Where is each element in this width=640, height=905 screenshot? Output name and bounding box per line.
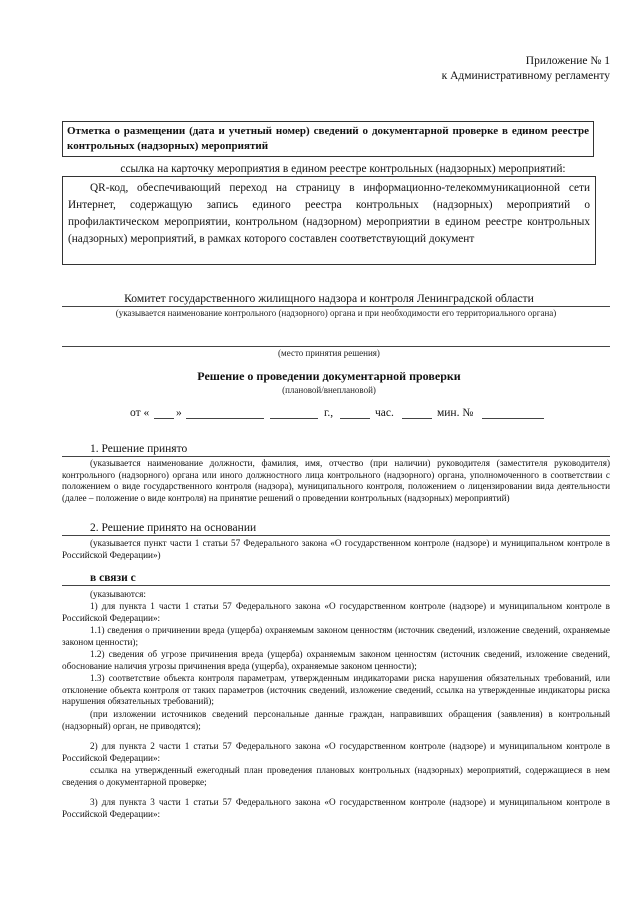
- section2-rule: [62, 535, 610, 536]
- day-field[interactable]: [154, 406, 174, 419]
- organization-hint: (указывается наименование контрольного (надзорного) органа и при необходимости его территориального органа): [115, 308, 557, 318]
- decision-title: Решение о проведении документарной проверки: [197, 369, 461, 383]
- list-item: ссылка на утвержденный ежегодный план проведения плановых контрольных (надзорных) мероприятий, содержащиеся в нем сведения о документарной проверке;: [62, 765, 610, 787]
- in-connection-heading: в связи с: [90, 572, 136, 584]
- minute-field[interactable]: [402, 406, 432, 419]
- list-item: (при изложении источников сведений персональные данные граждан, направивших обращения (заявления) в контрольный (надзорный) орган, не приводятся);: [62, 709, 610, 731]
- organization-name: Комитет государственного жилищного надзора и контроля Ленинградской области: [124, 292, 534, 305]
- list-item: 1.1) сведения о причинении вреда (ущерба) охраняемым законом ценностям (источник сведений, изложение сведений, охраняемые законом ценности);: [62, 625, 610, 647]
- section1-hint: (указывается наименование должности, фамилия, имя, отчество (при наличии) руководителя (заместителя руководителя) контрольного (надзорного) органа или иного должностного лица контрольного (надзорного) органа, уполномоченного в соответствии с положением о виде государственного контроля (надзора), муниципального контроля, положением о лицензировании вида деятельности (далее – положение о виде контроля) на принятие решений о проведении контрольных (надзорных) мероприятий): [62, 458, 610, 503]
- list-item: 1.3) соответствие объекта контроля параметрам, утвержденным индикаторами риска нарушения обязательных требований, или отклонение объекта контроля от таких параметров (источник сведений, изложение сведений, ссылка на утвержденные индикаторы риска нарушения обязательных требований);: [62, 673, 610, 706]
- qr-code-box: QR-код, обеспечивающий переход на страницу в информационно-телекоммуникационной сети Интернет, содержащую запись единого реестра контрольных (надзорных) мероприятий о профилактическом мероприятии, контрольном (надзорном) мероприятии в едином реестре контрольных (надзорных) мероприятий, в рамках которого составлен соответствующий документ: [62, 176, 596, 265]
- place-hint: (место принятия решения): [278, 348, 380, 358]
- organization-rule: [62, 306, 610, 307]
- appendix-reference: к Административному регламенту: [441, 70, 610, 82]
- section2-hint: (указывается пункт части 1 статьи 57 Федерального закона «О государственном контроле (надзоре) и муниципальном контроле в Российской Федерации»): [62, 538, 610, 560]
- minute-number-label: мин. №: [437, 407, 474, 419]
- in-connection-rule: [62, 585, 610, 586]
- registry-link-label: ссылка на карточку мероприятия в едином реестре контрольных (надзорных) мероприятий:: [120, 163, 566, 175]
- section1-heading: 1. Решение принято: [90, 443, 188, 455]
- hour-field[interactable]: [340, 406, 370, 419]
- year-label: г.,: [324, 407, 334, 419]
- list-item: 1) для пункта 1 части 1 статьи 57 Федерального закона «О государственном контроле (надзоре) и муниципальном контроле в Российской Федерации»:: [62, 601, 610, 623]
- appendix-number: Приложение № 1: [525, 55, 610, 67]
- list-item: 2) для пункта 2 части 1 статьи 57 Федерального закона «О государственном контроле (надзоре) и муниципальном контроле в Российской Федерации»:: [62, 741, 610, 763]
- section2-heading: 2. Решение принято на основании: [90, 522, 257, 534]
- date-from-label: от «: [130, 407, 150, 419]
- place-rule: [62, 346, 610, 347]
- date-quote-close: »: [176, 407, 182, 419]
- decision-number-field[interactable]: [482, 406, 544, 419]
- year-field[interactable]: [270, 406, 318, 419]
- list-item: 3) для пункта 3 части 1 статьи 57 Федерального закона «О государственном контроле (надзоре) и муниципальном контроле в Российской Федерации»:: [62, 797, 610, 819]
- list-item: (указываются:: [90, 589, 146, 599]
- hour-label: час.: [375, 407, 394, 419]
- registry-mark-box: Отметка о размещении (дата и учетный номер) сведений о документарной проверке в едином реестре контрольных (надзорных) мероприятий: [62, 121, 594, 157]
- month-field[interactable]: [186, 406, 264, 419]
- section1-rule: [62, 456, 610, 457]
- list-item: 1.2) сведения об угрозе причинения вреда (ущерба) охраняемым законом ценностям (источник сведений, изложение сведений, обоснование наличия угрозы причинения вреда (ущерба), охраняемые законом ценности);: [62, 649, 610, 671]
- appendix-header: [442, 54, 610, 84]
- decision-subtitle: (плановой/внеплановой): [282, 385, 376, 395]
